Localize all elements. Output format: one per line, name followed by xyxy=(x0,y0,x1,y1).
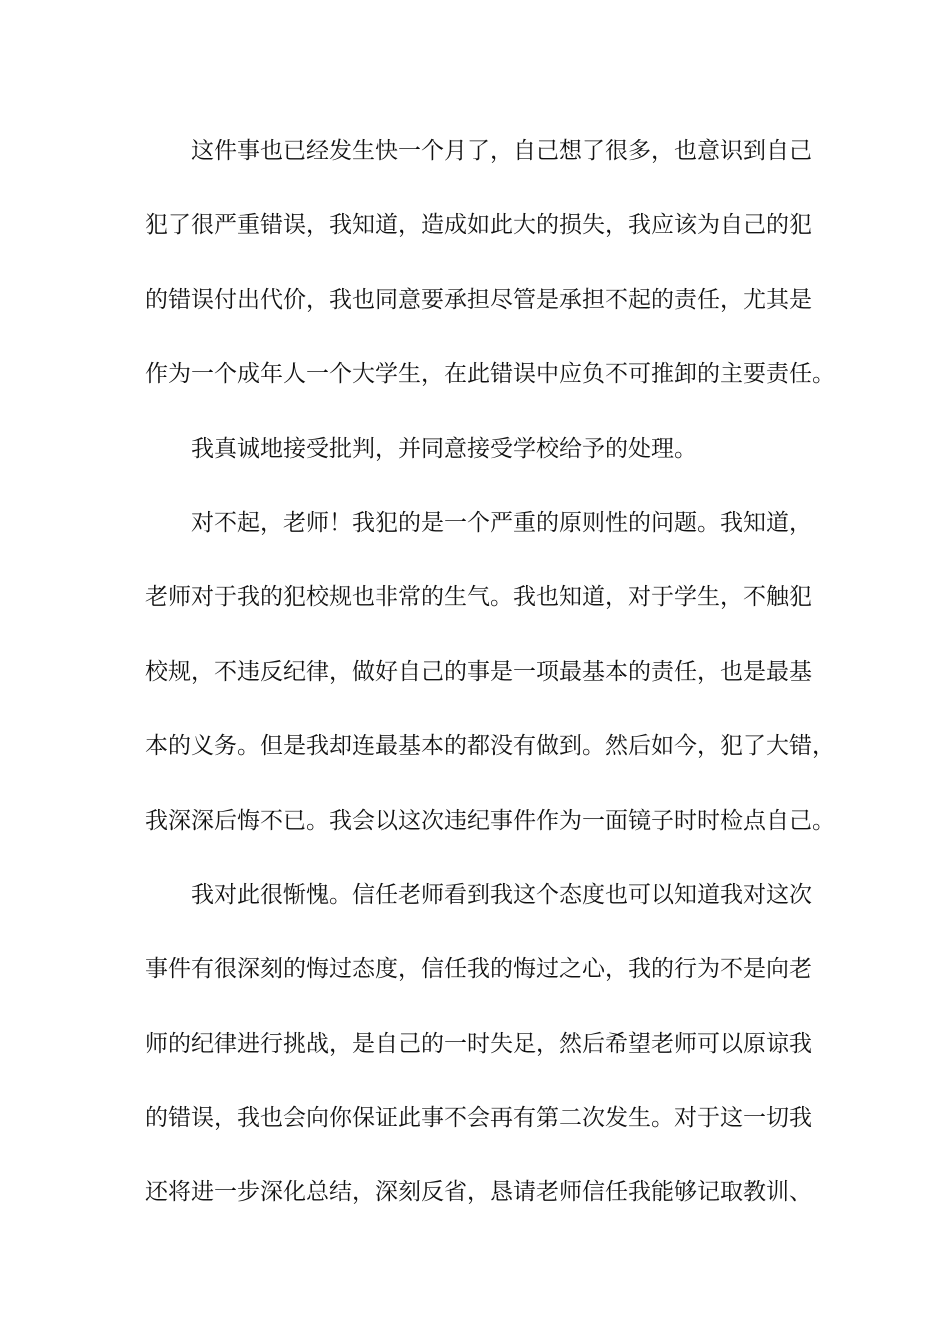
paragraph-line: 老师对于我的犯校规也非常的生气。我也知道，对于学生，不触犯 xyxy=(145,584,812,611)
paragraph-line: 犯了很严重错误，我知道，造成如此大的损失，我应该为自己的犯 xyxy=(145,212,812,239)
paragraph-line: 我深深后悔不已。我会以这次违纪事件作为一面镜子时时检点自己。 xyxy=(145,807,835,834)
paragraph-line: 作为一个成年人一个大学生，在此错误中应负不可推卸的主要责任。 xyxy=(145,361,835,388)
paragraph-line: 师的纪律进行挑战，是自己的一时失足，然后希望老师可以原谅我 xyxy=(145,1030,812,1057)
paragraph-line: 的错误付出代价，我也同意要承担尽管是承担不起的责任，尤其是 xyxy=(145,286,812,313)
paragraph-line: 我真诚地接受批判，并同意接受学校给予的处理。 xyxy=(191,435,697,462)
paragraph-line: 的错误，我也会向你保证此事不会再有第二次发生。对于这一切我 xyxy=(145,1105,812,1132)
document-body xyxy=(145,131,835,1247)
paragraph-line: 校规，不违反纪律，做好自己的事是一项最基本的责任，也是最基 xyxy=(145,658,812,685)
paragraph-line: 对不起，老师！我犯的是一个严重的原则性的问题。我知道， xyxy=(191,509,812,536)
paragraph-line: 事件有很深刻的悔过态度，信任我的悔过之心，我的行为不是向老 xyxy=(145,956,812,983)
paragraph-line: 这件事也已经发生快一个月了，自己想了很多，也意识到自己 xyxy=(191,138,812,164)
paragraph-line: 我对此很惭愧。信任老师看到我这个态度也可以知道我对这次 xyxy=(191,881,812,908)
paragraph-line: 本的义务。但是我却连最基本的都没有做到。然后如今，犯了大错， xyxy=(145,733,835,760)
paragraph-line: 还将进一步深化总结，深刻反省，恳请老师信任我能够记取教训、 xyxy=(145,1179,812,1206)
